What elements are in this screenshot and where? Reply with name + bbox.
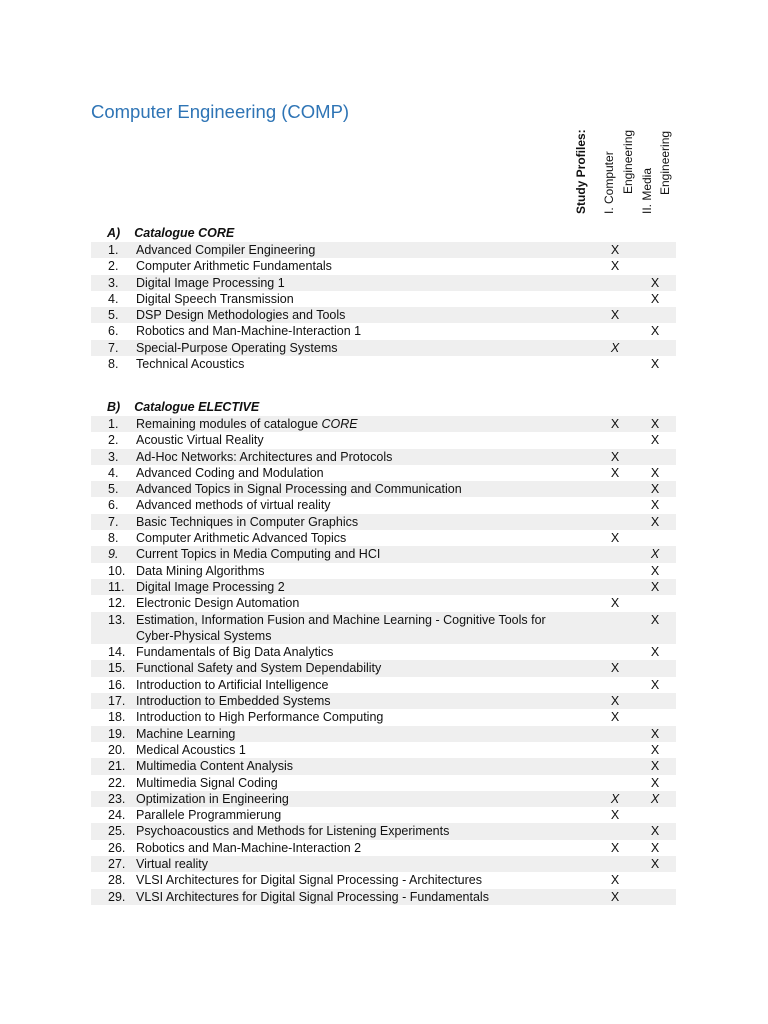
computer-engineering-mark (596, 356, 634, 372)
module-name (136, 791, 596, 807)
row-number: 7. (108, 340, 119, 355)
module-name (136, 514, 596, 530)
media-engineering-mark: X (634, 758, 676, 774)
module-name (136, 775, 596, 791)
module-name (136, 677, 596, 693)
module-name (136, 530, 596, 546)
module-name (136, 242, 596, 258)
module-name-text: Optimization in Engineering (136, 791, 289, 806)
table-row (91, 840, 676, 856)
media-engineering-mark (634, 693, 676, 709)
module-name (136, 595, 596, 611)
table-row (91, 660, 676, 676)
module-name-text: Acoustic Virtual Reality (136, 433, 264, 448)
media-engineering-mark (634, 709, 676, 725)
module-name-text: Digital Speech Transmission (136, 291, 294, 306)
row-number: 8. (108, 531, 119, 546)
module-name (136, 323, 596, 339)
computer-engineering-mark (596, 823, 634, 839)
media-engineering-mark: X (634, 726, 676, 742)
table-row (91, 323, 676, 339)
row-number: 23. (108, 791, 126, 806)
module-name (136, 840, 596, 856)
module-name-text: Data Mining Algorithms (136, 563, 265, 578)
module-name-text: Multimedia Content Analysis (136, 759, 294, 774)
computer-engineering-mark (596, 546, 634, 562)
media-engineering-mark: X (634, 579, 676, 595)
table-row (91, 497, 676, 513)
computer-engineering-mark: X (610, 808, 620, 823)
module-name-text: Basic Techniques in Computer Graphics (136, 514, 359, 529)
computer-engineering-mark (596, 514, 634, 530)
media-engineering-mark (634, 449, 676, 465)
module-name (136, 563, 596, 579)
media-engineering-mark: X (650, 742, 660, 757)
profile-2-line-2: Engineering (658, 130, 672, 195)
row-number: 19. (108, 726, 126, 741)
computer-engineering-mark (596, 275, 634, 291)
module-name-text: Fundamentals of Big Data Analytics (136, 645, 334, 660)
module-name (136, 432, 596, 448)
media-engineering-mark: X (650, 775, 660, 790)
module-name-text: Parallele Programmierung (136, 808, 282, 823)
table-row (91, 823, 676, 839)
table-row (91, 889, 676, 905)
module-name (136, 856, 596, 872)
module-name (136, 307, 596, 323)
profile-2-line-1: II. Media (640, 167, 654, 214)
module-name (136, 416, 596, 432)
row-number: 3. (108, 275, 119, 290)
module-name-text: Psychoacoustics and Methods for Listening Experiments (136, 824, 450, 839)
computer-engineering-mark: X (610, 259, 620, 274)
row-number: 12. (108, 596, 126, 611)
table-row (91, 275, 676, 291)
media-engineering-mark (634, 889, 676, 905)
row-number: 5. (108, 482, 119, 497)
row-number: 14. (108, 645, 126, 660)
table-row (91, 356, 676, 372)
media-engineering-mark: X (634, 856, 676, 872)
module-name-text: Robotics and Man-Machine-Interaction 2 (136, 840, 362, 855)
module-name (136, 872, 596, 888)
module-name (136, 644, 596, 660)
module-name (136, 340, 596, 356)
module-name-text: Remaining modules of catalogue (136, 417, 322, 431)
computer-engineering-mark (596, 323, 634, 339)
media-engineering-mark (634, 595, 676, 611)
computer-engineering-mark (596, 726, 634, 742)
computer-engineering-mark (596, 291, 634, 307)
module-name (136, 579, 596, 595)
section-a-heading (107, 226, 234, 240)
module-name-text: Computer Arithmetic Fundamentals (136, 259, 332, 274)
table-row (91, 758, 676, 774)
row-number: 2. (108, 259, 119, 274)
row-number: 29. (108, 889, 126, 904)
module-name-continuation: Cyber-Physical Systems (136, 628, 272, 643)
media-engineering-mark: X (650, 498, 660, 513)
computer-engineering-mark (596, 563, 634, 579)
table-row (91, 856, 676, 872)
table-row (91, 791, 676, 807)
module-name-text: Computer Arithmetic Advanced Topics (136, 531, 347, 546)
table-row (91, 612, 676, 645)
module-name-text: Advanced Topics in Signal Processing and Communication (136, 482, 462, 497)
media-engineering-mark: X (650, 433, 660, 448)
computer-engineering-mark: X (596, 693, 634, 709)
section-a-letter: A) (107, 226, 121, 240)
row-number: 4. (108, 291, 119, 306)
computer-engineering-mark (596, 758, 634, 774)
elective-module-table (91, 416, 676, 905)
media-engineering-mark: X (650, 677, 660, 692)
computer-engineering-mark: X (596, 416, 634, 432)
module-name (136, 758, 596, 774)
module-name-text: VLSI Architectures for Digital Signal Processing - Architectures (136, 873, 482, 888)
module-name-text: Electronic Design Automation (136, 596, 300, 611)
computer-engineering-mark: X (610, 531, 620, 546)
media-engineering-mark: X (650, 563, 660, 578)
row-number: 1. (108, 417, 119, 431)
computer-engineering-mark (596, 432, 634, 448)
computer-engineering-mark: X (596, 449, 634, 465)
table-row (91, 514, 676, 530)
module-name-text: Technical Acoustics (136, 357, 245, 372)
table-row (91, 872, 676, 888)
row-number: 18. (108, 710, 126, 725)
profile-1-line-2: Engineering (621, 129, 635, 194)
row-number: 26. (108, 840, 126, 855)
row-number: 2. (108, 433, 119, 448)
module-name-text: Digital Image Processing 2 (136, 579, 285, 594)
core-module-table (91, 242, 676, 372)
row-number: 24. (108, 808, 126, 823)
media-engineering-mark: X (634, 612, 676, 645)
computer-engineering-mark (596, 644, 634, 660)
module-name-text: Advanced Compiler Engineering (136, 243, 316, 257)
computer-engineering-mark (596, 856, 634, 872)
module-name (136, 807, 596, 823)
media-engineering-mark: X (634, 481, 676, 497)
computer-engineering-mark (596, 677, 634, 693)
table-row (91, 693, 676, 709)
table-row (91, 709, 676, 725)
table-row (91, 307, 676, 323)
computer-engineering-mark (596, 579, 634, 595)
module-name-text: Special-Purpose Operating Systems (136, 340, 338, 355)
module-name-text: Virtual reality (136, 857, 209, 872)
row-number: 15. (108, 661, 126, 676)
computer-engineering-mark: X (596, 791, 634, 807)
computer-engineering-mark (596, 775, 634, 791)
row-number: 10. (108, 563, 126, 578)
module-name (136, 709, 596, 725)
module-name (136, 726, 596, 742)
module-name-text: Medical Acoustics 1 (136, 742, 246, 757)
computer-engineering-mark: X (596, 660, 634, 676)
module-name-text: Introduction to Embedded Systems (136, 694, 331, 709)
computer-engineering-mark: X (596, 242, 634, 258)
study-profiles-label: Study Profiles: (574, 129, 588, 214)
computer-engineering-mark: X (610, 873, 620, 888)
media-engineering-mark: X (634, 546, 676, 562)
row-number: 9. (108, 547, 119, 562)
media-engineering-mark: X (650, 465, 660, 480)
table-row (91, 416, 676, 432)
module-name-text: Ad-Hoc Networks: Architectures and Protocols (136, 449, 393, 464)
module-name-text: Current Topics in Media Computing and HCI (136, 547, 381, 562)
row-number: 11. (108, 579, 125, 594)
table-row (91, 291, 676, 307)
media-engineering-mark: X (650, 357, 660, 372)
media-engineering-mark (634, 242, 676, 258)
module-name (136, 356, 596, 372)
computer-engineering-mark (596, 481, 634, 497)
media-engineering-mark: X (634, 791, 676, 807)
table-row (91, 258, 676, 274)
table-row (91, 432, 676, 448)
module-name-text: Functional Safety and System Dependability (136, 661, 382, 676)
table-row (91, 449, 676, 465)
row-number: 17. (108, 694, 126, 709)
row-number: 8. (108, 357, 119, 372)
computer-engineering-mark: X (596, 340, 634, 356)
row-number: 5. (108, 308, 119, 323)
table-row (91, 563, 676, 579)
row-number: 20. (108, 742, 126, 757)
computer-engineering-mark (596, 497, 634, 513)
module-name-text: DSP Design Methodologies and Tools (136, 308, 346, 323)
computer-engineering-mark: X (596, 307, 634, 323)
computer-engineering-mark (596, 742, 634, 758)
media-engineering-mark (634, 307, 676, 323)
section-b-heading (107, 400, 259, 414)
module-name-text: Digital Image Processing 1 (136, 275, 285, 290)
table-row (91, 546, 676, 562)
row-number: 22. (108, 775, 126, 790)
module-name (136, 823, 596, 839)
page-title: Computer Engineering (COMP) (91, 101, 350, 122)
module-name (136, 275, 596, 291)
computer-engineering-mark: X (596, 889, 634, 905)
media-engineering-mark (634, 872, 676, 888)
computer-engineering-mark: X (610, 710, 620, 725)
media-engineering-mark: X (650, 291, 660, 306)
table-row (91, 481, 676, 497)
table-row (91, 530, 676, 546)
media-engineering-mark (634, 340, 676, 356)
module-name-text: Multimedia Signal Coding (136, 775, 278, 790)
media-engineering-mark: X (634, 416, 676, 432)
section-b-letter: B) (107, 400, 121, 414)
row-number: 27. (108, 857, 126, 872)
profile-1-line-1: I. Computer (602, 151, 616, 214)
section-b-name: Catalogue ELECTIVE (134, 400, 260, 414)
row-number: 13. (108, 612, 126, 627)
row-number: 6. (108, 498, 119, 513)
computer-engineering-mark (596, 612, 634, 645)
module-name (136, 258, 596, 274)
media-engineering-mark: X (650, 645, 660, 660)
row-number: 6. (108, 324, 119, 339)
media-engineering-mark: X (634, 823, 676, 839)
media-engineering-mark: X (650, 840, 660, 855)
module-name-text: Advanced methods of virtual reality (136, 498, 331, 513)
module-name-text: Robotics and Man-Machine-Interaction 1 (136, 324, 362, 339)
row-number: 7. (108, 514, 119, 529)
row-number: 25. (108, 824, 126, 839)
module-name (136, 291, 596, 307)
table-row (91, 726, 676, 742)
table-row (91, 595, 676, 611)
table-row (91, 677, 676, 693)
computer-engineering-mark: X (610, 596, 620, 611)
media-engineering-mark (634, 660, 676, 676)
row-number: 28. (108, 873, 126, 888)
module-name-text: VLSI Architectures for Digital Signal Processing - Fundamentals (136, 889, 489, 904)
row-number: 3. (108, 449, 119, 464)
computer-engineering-mark: X (610, 465, 620, 480)
module-name (136, 889, 596, 905)
table-row (91, 465, 676, 481)
module-name (136, 465, 596, 481)
module-name-emphasis: CORE (321, 417, 358, 431)
module-name-text: Introduction to Artificial Intelligence (136, 677, 329, 692)
module-name (136, 693, 596, 709)
module-name (136, 481, 596, 497)
module-name-text: Introduction to High Performance Computing (136, 710, 384, 725)
media-engineering-mark (634, 258, 676, 274)
module-name (136, 449, 596, 465)
module-name-text: Advanced Coding and Modulation (136, 465, 324, 480)
media-engineering-mark (634, 807, 676, 823)
row-number: 21. (108, 759, 126, 774)
module-name (136, 612, 596, 645)
media-engineering-mark: X (634, 275, 676, 291)
row-number: 4. (108, 465, 119, 480)
table-row (91, 242, 676, 258)
table-row (91, 644, 676, 660)
module-name-text: Estimation, Information Fusion and Machine Learning - Cognitive Tools for (136, 612, 546, 627)
media-engineering-mark: X (634, 514, 676, 530)
row-number: 16. (108, 677, 126, 692)
computer-engineering-mark: X (610, 840, 620, 855)
module-name (136, 742, 596, 758)
module-name (136, 660, 596, 676)
table-row (91, 742, 676, 758)
table-row (91, 807, 676, 823)
table-row (91, 340, 676, 356)
section-a-name: Catalogue CORE (134, 226, 235, 240)
media-engineering-mark (634, 530, 676, 546)
module-name (136, 497, 596, 513)
table-row (91, 579, 676, 595)
table-row (91, 775, 676, 791)
module-name-text: Machine Learning (136, 726, 236, 741)
row-number: 1. (108, 243, 119, 257)
media-engineering-mark: X (650, 324, 660, 339)
module-name (136, 546, 596, 562)
